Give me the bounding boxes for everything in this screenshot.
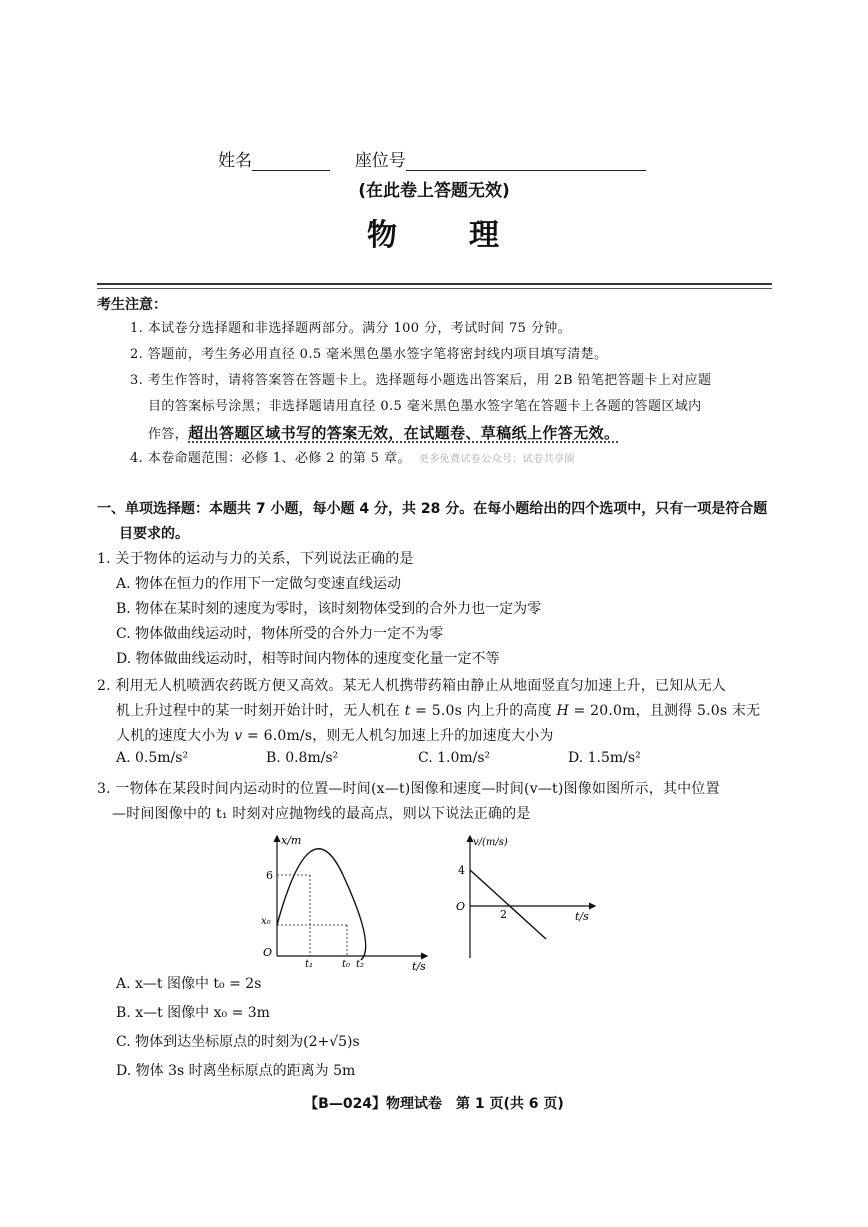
q3-option-d[interactable]: D. 物体 3s 时离坐标原点的距离为 5m (116, 1063, 356, 1079)
name-seat-line (218, 146, 646, 171)
header-rule-thin (97, 288, 772, 289)
notes-title: 考生注意： (97, 297, 167, 313)
seat-label: 座位号 (354, 151, 406, 171)
note-1: 1. 本试卷分选择题和非选择题两部分。满分 100 分，考试时间 75 分钟。 (130, 321, 572, 336)
q3-line2: —时间图像中的 t₁ 时刻对应抛物线的最高点，则以下说法正确的是 (112, 806, 531, 822)
note-2: 2. 答题前，考生务必用直径 0.5 毫米黑色墨水签字笔将密封线内项目填写清楚。 (130, 347, 608, 362)
q1-stem: 1. 关于物体的运动与力的关系，下列说法正确的是 (97, 551, 414, 567)
q2-var-t: t (404, 703, 411, 719)
section-1-heading-line1: 一、单项选择题：本题共 7 小题，每小题 4 分，共 28 分。在每小题给出的四个选项中，只有一项是符合题 (97, 501, 768, 517)
q2-option-d[interactable]: D. 1.5m/s² (568, 750, 641, 766)
q1-option-d[interactable]: D. 物体做曲线运动时，相等时间内物体的速度变化量一定不等 (116, 651, 500, 667)
q2-line2 (116, 699, 776, 724)
vt-tick-2: 2 (500, 908, 507, 921)
xt-origin: O (263, 946, 273, 959)
q2-line2-e: = 20.0m，且测得 5.0s 末无 (568, 703, 761, 719)
header-rule-thick (97, 283, 772, 285)
q1-option-c[interactable]: C. 物体做曲线运动时，物体所受的合外力一定不为零 (116, 626, 444, 642)
xt-tick-t2: t₂ (356, 959, 365, 970)
q3-option-b[interactable]: B. x—t 图像中 x₀ = 3m (116, 1005, 270, 1021)
note-3-emphasis: 超出答题区域书写的答案无效，在试题卷、草稿纸上作答无效。 (188, 424, 620, 442)
q1-option-b[interactable]: B. 物体在某时刻的速度为零时，该时刻物体受到的合外力也一定为零 (116, 601, 542, 617)
page-footer: 【B—024】物理试卷 第 1 页(共 6 页) (304, 1096, 564, 1112)
xt-tick-x0: x₀ (261, 916, 271, 927)
watermark-text: 更多免费试卷公众号：试卷共享圈 (418, 454, 575, 465)
vt-y-label: v/(m/s) (473, 837, 508, 848)
xt-tick-6: 6 (266, 869, 273, 882)
q2-option-c[interactable]: C. 1.0m/s² (418, 750, 491, 766)
q1-option-a[interactable]: A. 物体在恒力的作用下一定做匀变速直线运动 (116, 576, 402, 592)
q2-var-v: v (234, 728, 243, 744)
note-3-cont: 目的答案标号涂黑；非选择题请用直径 0.5 毫米黑色墨水签字笔在答题卡上各题的答题区域内 (148, 399, 702, 414)
q2-options (116, 750, 756, 775)
vt-origin: O (456, 900, 466, 913)
xt-y-label: x/m (281, 834, 302, 847)
q2-line3-a: 人机的速度大小为 (116, 728, 235, 744)
q2-line3 (116, 724, 776, 749)
invalid-notice: (在此卷上答题无效) (358, 181, 510, 201)
vt-x-label: t/s (575, 910, 589, 923)
subject-char-1: 物 (367, 218, 399, 253)
xt-graph (255, 826, 435, 971)
note-3: 3. 考生作答时，请将答案答在答题卡上。选择题每小题选出答案后，用 2B 铅笔把答题卡上对应题 (130, 373, 712, 388)
q2-var-h: H (556, 703, 569, 719)
q2-option-b[interactable]: B. 0.8m/s² (266, 750, 339, 766)
q2-line3-c: = 6.0m/s，则无人机匀加速上升的加速度大小为 (242, 728, 554, 744)
vt-tick-4: 4 (458, 864, 465, 877)
xt-parabola (277, 849, 366, 960)
vt-graph (450, 828, 600, 963)
xt-x-label: t/s (412, 960, 426, 971)
q3-line1: 3. 一物体在某段时间内运动时的位置—时间(x—t)图像和速度—时间(v—t)图像如图所示，其中位置 (97, 781, 720, 797)
note-3-answer-prefix: 作答， (148, 427, 189, 442)
name-blank[interactable] (252, 152, 330, 171)
note-3-end (148, 420, 788, 448)
q2-line2-c: = 5.0s 内上升的高度 (410, 703, 557, 719)
xt-tick-t1: t₁ (305, 959, 314, 970)
q3-option-c[interactable]: C. 物体到达坐标原点的时刻为(2+√5)s (116, 1034, 360, 1050)
vt-line (470, 870, 546, 939)
subject-title (0, 210, 868, 254)
xt-tick-t0: t₀ (342, 959, 351, 970)
q2-line2-a: 机上升过程中的某一时刻开始计时，无人机在 (116, 703, 405, 719)
q3-option-a[interactable]: A. x—t 图像中 t₀ = 2s (116, 976, 262, 992)
section-1-heading (97, 497, 777, 547)
section-1-heading-line2: 目要求的。 (119, 526, 189, 542)
note-4-text: 4. 本卷命题范围：必修 1、必修 2 的第 5 章。 (130, 451, 411, 466)
subject-char-2: 理 (469, 218, 501, 253)
seat-blank[interactable] (406, 152, 646, 171)
q2-option-a[interactable]: A. 0.5m/s² (116, 750, 189, 766)
q2-line1: 2. 利用无人机喷洒农药既方便又高效。某无人机携带药箱由静止从地面竖直匀加速上升，已知从无人 (97, 678, 727, 694)
name-label: 姓名 (218, 151, 252, 171)
note-4 (130, 446, 770, 473)
